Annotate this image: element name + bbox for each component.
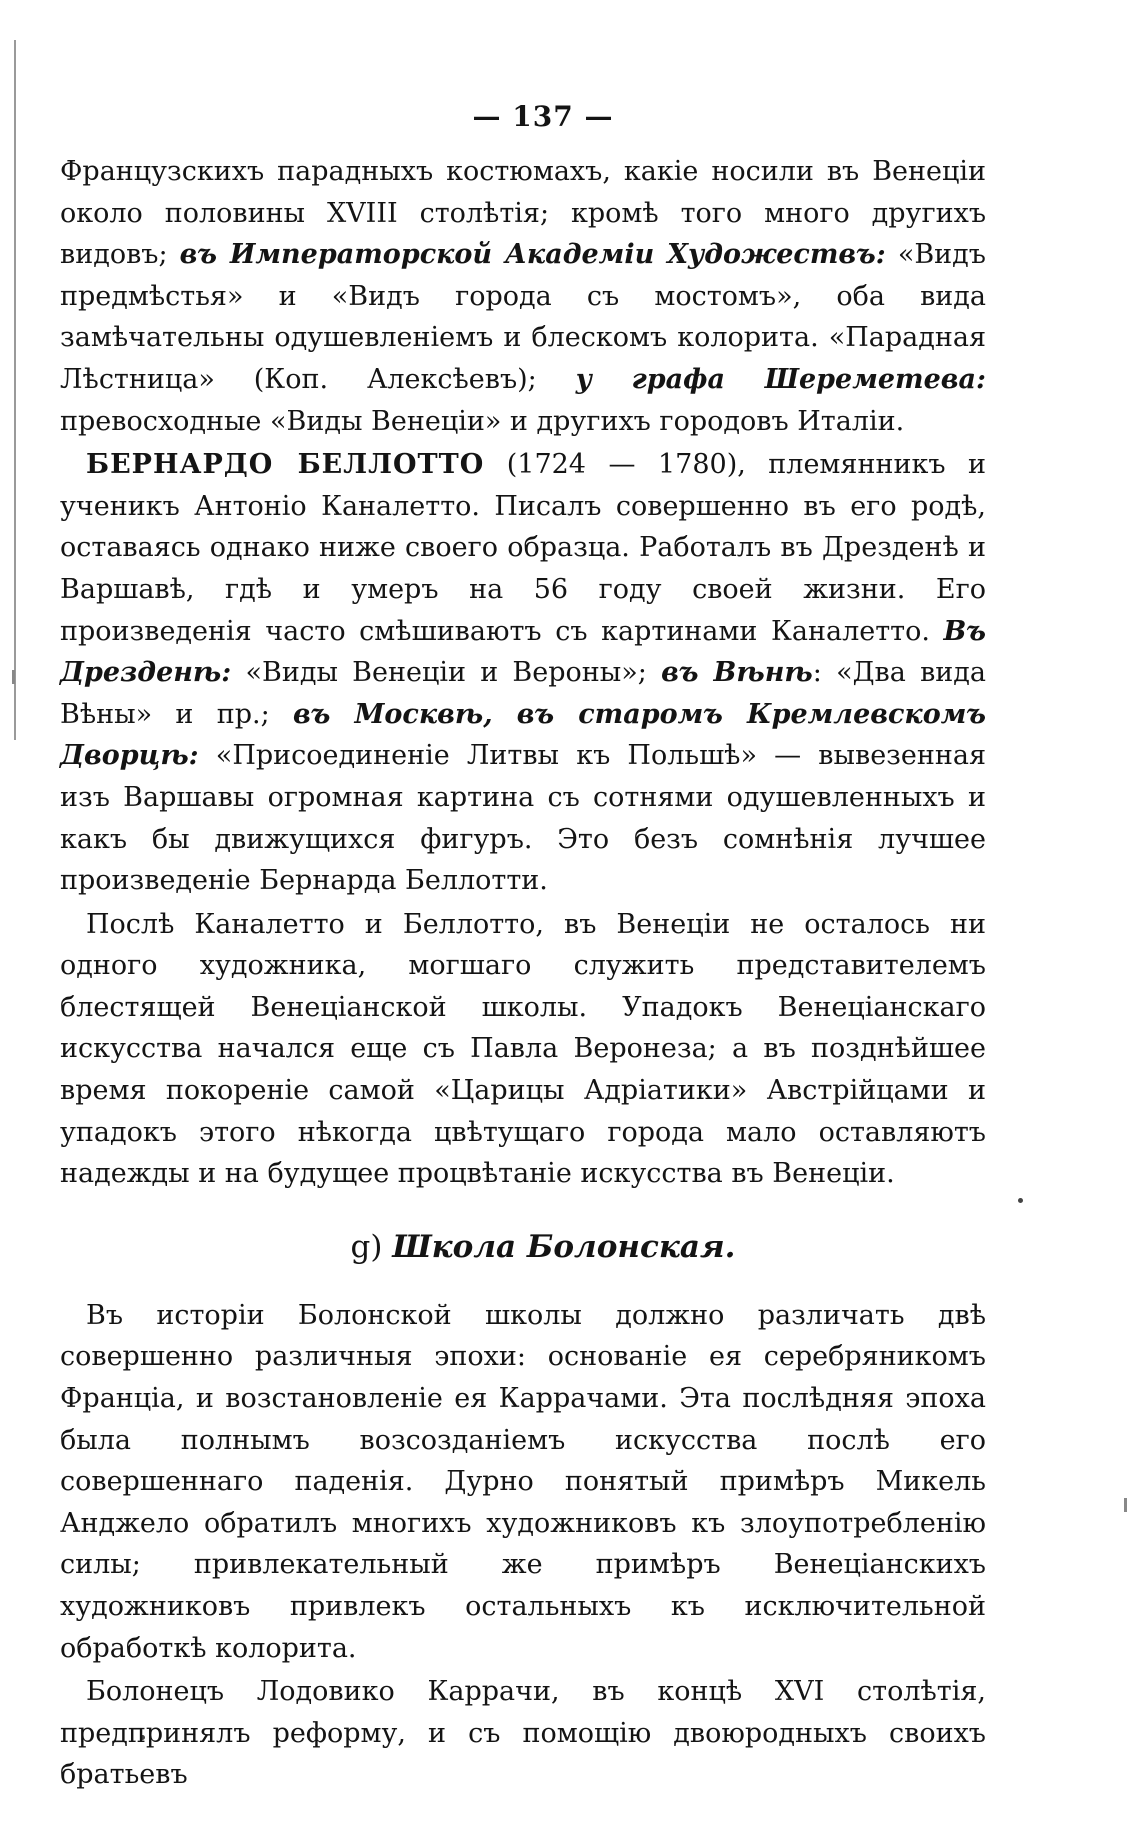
text-run: : «Два вида Вѣны» и пр.; — [60, 657, 986, 730]
text-run: «Виды Венецiи и Вероны»; — [231, 657, 662, 689]
section-title: Школа Болонская. — [392, 1228, 736, 1265]
page-number: — 137 — — [472, 100, 614, 133]
italic-location: въ Императорской Академiи Художествъ: — [179, 239, 886, 271]
text-run: «Видъ предмѣстья» и «Видъ города съ мостомъ», оба вида замѣчательны одушевленiемъ и блескомъ колорита. «Парадная Лѣстница» (Коп. Алексѣевъ); — [60, 239, 986, 395]
page-edge-mark — [1124, 1498, 1127, 1512]
italic-location: въ Москвѣ, въ старомъ Кремлевскомъ Дворцѣ: — [60, 698, 986, 772]
section-letter: g) — [350, 1228, 383, 1265]
text-run: превосходные «Виды Венецiи» и другихъ городовъ Италiи. — [60, 405, 905, 437]
paragraph-bellotto — [60, 444, 986, 902]
paragraph-canaletto-works — [60, 151, 986, 442]
book-page — [60, 100, 986, 1796]
paragraph-venetian-decline: Послѣ Каналетто и Беллотто, въ Венецiи не осталось ни одного художника, могшаго служить представителемъ блестящей Венецiанской школы. Упадокъ Венецiанскаго искусства начался еще съ Павла Веронеза; а въ позднѣйшее время покоренiе самой «Царицы Адрiатики» Австрiйцами и упадокъ этого нѣкогда цвѣтущаго города мало оставляютъ надежды и на будущее процвѣтанiе искусства въ Венецiи. — [60, 908, 986, 1190]
page-edge-line — [14, 40, 16, 740]
text-run: «Присоединенiе Литвы къ Польшѣ» — вывезенная изъ Варшавы огромная картина съ сотнями одушевленныхъ и какъ бы движущихся фигуръ. Это безъ сомнѣнiя лучшее произведенiе Бернарда Беллотти. — [60, 740, 986, 897]
ink-speck — [1018, 1198, 1023, 1203]
text-run: (1724 — 1780), племянникъ и ученикъ Антонiо Каналетто. Писалъ совершенно въ его родѣ, оставаясь однако ниже своего образца. Работалъ въ Дрезденѣ и Варшавѣ, гдѣ и умеръ на 56 году своей жизни. Его произведенiя часто смѣшиваютъ съ картинами Каналетто. — [60, 449, 987, 647]
paragraph-carracci: Болонецъ Лодовико Каррачи, въ концѣ XVI столѣтiя, предпринялъ реформу, и съ помощiю двоюродныхъ своихъ братьевъ — [60, 1676, 986, 1791]
section-heading — [60, 1229, 986, 1265]
italic-location: у графа Шереметева: — [575, 363, 986, 395]
italic-location: Въ Дрезденѣ: — [60, 615, 986, 689]
page-edge-mark — [12, 670, 15, 684]
italic-location: въ Вѣнѣ — [661, 657, 813, 689]
paragraph-bologna-epochs: Въ исторiи Болонской школы должно различать двѣ совершенно различныя эпохи: основанiе ея серебряникомъ Францiа, и возстановленiе ея Каррачами. Эта послѣдняя эпоха была полнымъ возсозданiемъ искусства послѣ его совершеннаго паденiя. Дурно понятый примѣръ Микель Анджело обратилъ многихъ художниковъ къ злоупотребленiю силы; привлекательный же примѣръ Венецiанскихъ художниковъ привлекъ остальныхъ къ исключительной обработкѣ колорита. — [60, 1299, 986, 1664]
artist-name: БЕРНАРДО БЕЛЛОТТО — [86, 449, 485, 481]
text-run: Французскихъ парадныхъ костюмахъ, какiе носили въ Венецiи около половины XVIII столѣтiя; кромѣ того много другихъ видовъ; — [60, 156, 986, 271]
